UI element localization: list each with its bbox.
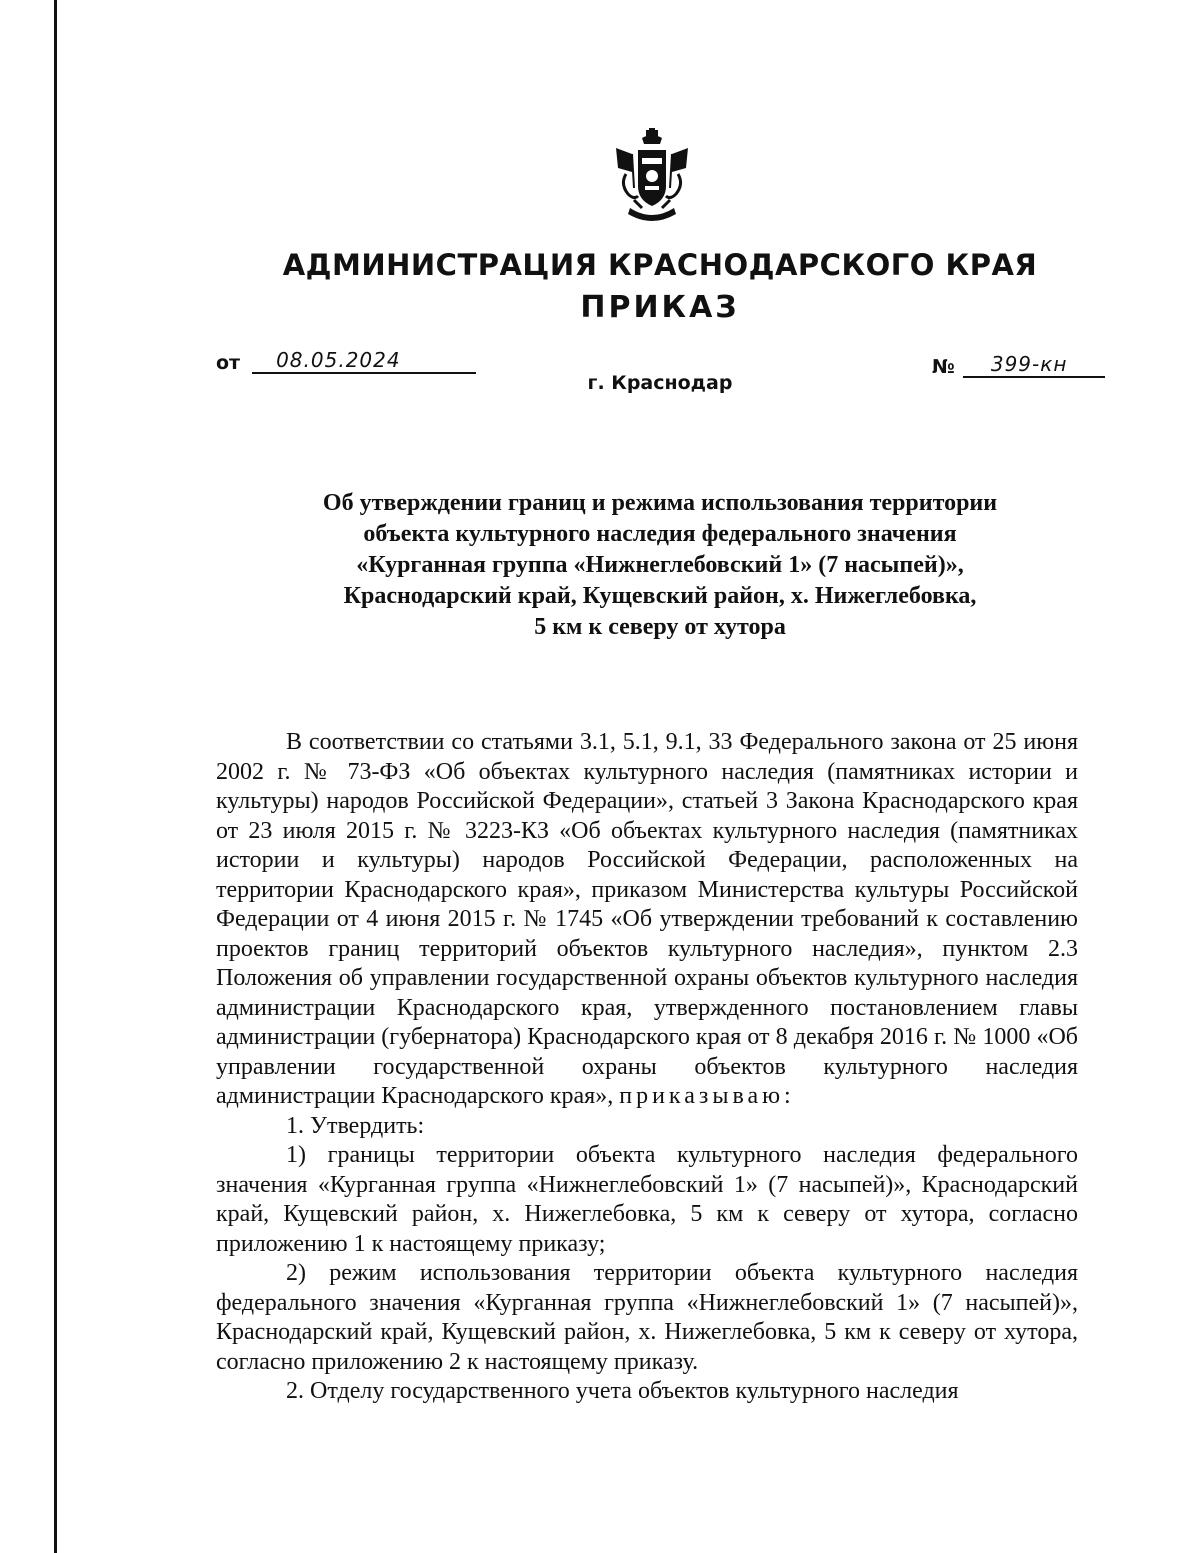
coat-of-arms-emblem <box>612 128 692 226</box>
city-name: г. Краснодар <box>587 372 733 394</box>
document-body <box>216 728 1078 1407</box>
number-label: № <box>932 356 955 378</box>
item-1-2-paragraph: 2) режим использования территории объекта культурного наследия федерального значения «Курганная группа «Нижнеглебовский 1» (7 насыпей)», Краснодарский край, Кущевский район, х. Нижеглебовка, 5 км к северу от хутора, согласно приложению 2 к настоящему приказу. <box>216 1260 1078 1375</box>
document-type: ПРИКАЗ <box>580 290 740 325</box>
preamble-paragraph <box>216 728 1078 1112</box>
number-value: 399-кн <box>963 352 1105 378</box>
scan-edge-line <box>54 0 57 1553</box>
date-label: от <box>216 352 241 374</box>
preamble-text: В соответствии со статьями 3.1, 5.1, 9.1, 33 Федерального закона от 25 июня 2002 г. № 73-ФЗ «Об объектах культурного наследия (памятниках истории и культуры) народов Российской Федерации», статьей 3 Закона Краснодарского края от 23 июля 2015 г. № 3223-КЗ «Об объектах культурного наследия (памятниках истории и культуры) народов Российской Федерации, расположенных на территории Краснодарского края», приказом Министерства культуры Российской Федерации от 4 июня 2015 г. № 1745 «Об утверждении требований к составлению проектов границ территорий объектов культурного наследия», пунктом 2.3 Положения об управлении государственной охраны объектов культурного наследия администрации Краснодарского края, утвержденного постановлением главы администрации (губернатора) Краснодарского края от 8 декабря 2016 г. № 1000 «Об управлении государственной охраны объектов культурного наследия администрации Краснодарского края», <box>216 729 1078 1109</box>
date-value: 08.05.2024 <box>252 348 476 374</box>
item-1-paragraph: 1. Утвердить: <box>286 1112 425 1139</box>
organization-title: АДМИНИСТРАЦИЯ КРАСНОДАРСКОГО КРАЯ <box>282 248 1038 282</box>
subject-line: Краснодарский край, Кущевский район, х. Нижеглебовка, <box>343 583 977 609</box>
order-word: приказываю: <box>619 1083 795 1109</box>
subject-line: объекта культурного наследия федерального значения <box>363 521 957 547</box>
subject-line: Об утверждении границ и режима использования территории <box>322 490 998 516</box>
date-field <box>216 348 476 374</box>
document-subject <box>200 488 1120 643</box>
item-2-paragraph: 2. Отделу государственного учета объектов культурного наследия <box>286 1378 959 1404</box>
subject-line: 5 км к северу от хутора <box>534 614 786 640</box>
item-1-1-paragraph: 1) границы территории объекта культурного наследия федерального значения «Курганная группа «Нижнеглебовский 1» (7 насыпей)», Краснодарский край, Кущевский район, х. Нижеглебовка, 5 км к северу от хутора, согласно приложению 1 к настоящему приказу; <box>216 1142 1078 1257</box>
subject-line: «Курганная группа «Нижнеглебовский 1» (7 насыпей)», <box>356 552 964 578</box>
